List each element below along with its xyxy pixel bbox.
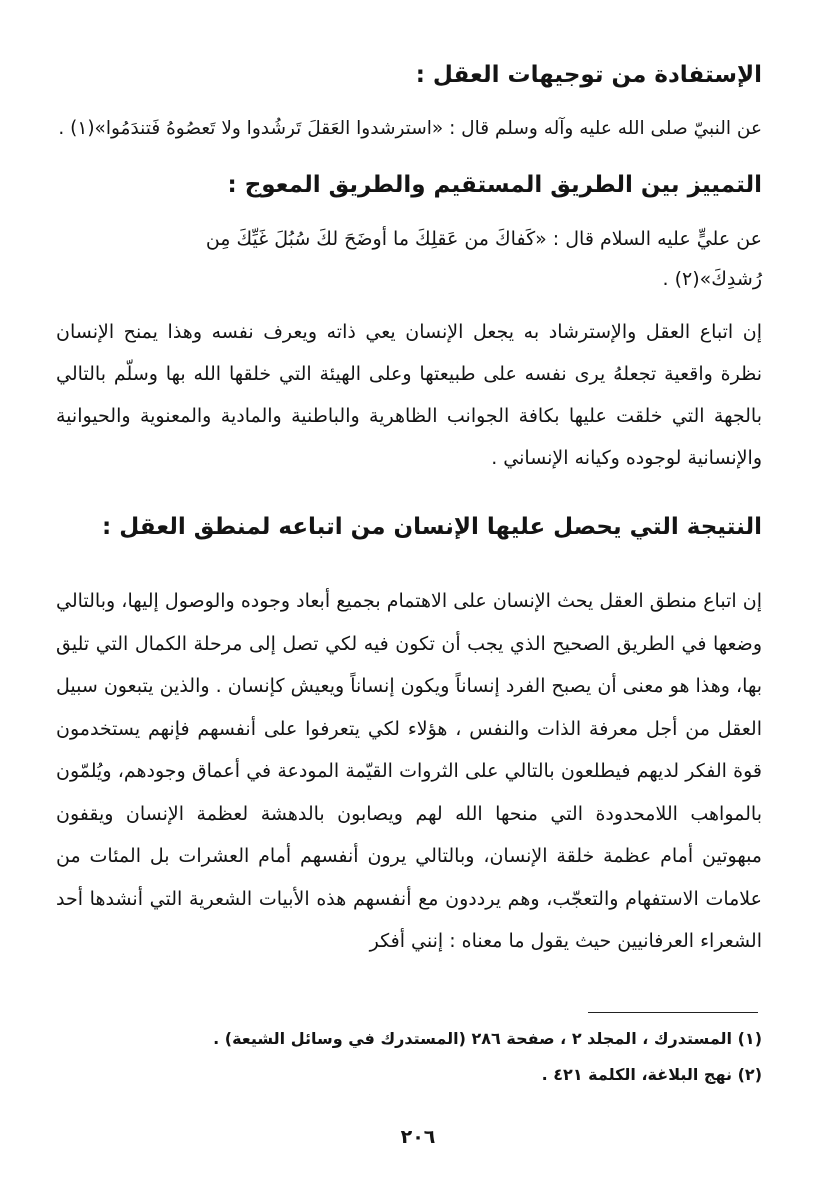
footnote-2: (٢) نهج البلاغة، الكلمة ٤٢١ .: [541, 1065, 762, 1084]
hadith-ali-line-1: عن عليٍّ عليه السلام قال : «كَفاكَ من عَقلِكَ ما أوضَحَ لكَ سُبُلَ غَيِّكَ مِن: [205, 228, 762, 250]
hadith-ali-line-2: رُشدِكَ»(٢) .: [662, 268, 762, 290]
footnote-divider: [588, 1012, 758, 1013]
hadith-prophet: عن النبيّ صلى الله عليه وآله وسلم قال : «استرشدوا العَقلَ تَرشُدوا ولا تَعصُوهُ فَتندَمُوا»(١) .: [58, 118, 762, 139]
paragraph-logic-of-reason: إن اتباع منطق العقل يحث الإنسان على الاهتمام بجميع أبعاد وجوده والوصول إليها، وبالتالي وضعها في الطريق الصحيح الذي يجب أن تكون فيه لكي تصل إلى مرحلة الكمال التي تليق بها، وهذا هو معنى أن يصبح الفرد إنساناً ويكون إنساناً ويعيش كإنسان . والذين يتبعون سبيل العقل من أجل معرفة الذات والنفس ، هؤلاء لكي يتعرفوا على أنفسهم فإنهم يستخدمون قوة الفكر لديهم فيطلعون بالتالي على الثروات القيّمة المودعة في أعماق وجودهم، ويُلمّون بالمواهب اللامحدودة التي منحها الله لهم ويصابون بالدهشة لعظمة الإنسان ويقفون مبهوتين أمام عظمة خلقة الإنسان، وبالتالي يرون أنفسهم أمام العشرات بل المئات من علامات الاستفهام والتعجّب، وهم يرددون مع أنفسهم هذه الأبيات الشعرية التي أنشدها أحد الشعراء العرفانيين حيث يقول ما معناه : إنني أفكر: [56, 590, 762, 952]
paragraph-following-reason: إن اتباع العقل والإسترشاد به يجعل الإنسان يعي ذاته ويعرف نفسه وهذا يمنح الإنسان نظرة واقعية تجعلهُ يرى نفسه على طبيعتها وعلى الهيئة التي خلقها الله بها وسلّم بالتالي بالجهة التي خلقت عليها بكافة الجوانب الظاهرية والباطنية والمادية والمعنوية والحيوانية والإنسانية لوجوده وكيانه الإنساني .: [56, 321, 762, 469]
page-number: ٢٠٦: [400, 1126, 436, 1148]
section-heading-result: النتيجة التي يحصل عليها الإنسان من اتباعه لمنطق العقل :: [102, 514, 762, 540]
footnote-1: (١) المستدرك ، المجلد ٢ ، صفحة ٢٨٦ (المستدرك في وسائل الشيعة) .: [213, 1029, 762, 1048]
section-heading-benefit-of-reason: الإستفادة من توجيهات العقل :: [415, 62, 762, 88]
section-heading-straight-path: التمييز بين الطريق المستقيم والطريق المعوج :: [227, 172, 762, 198]
